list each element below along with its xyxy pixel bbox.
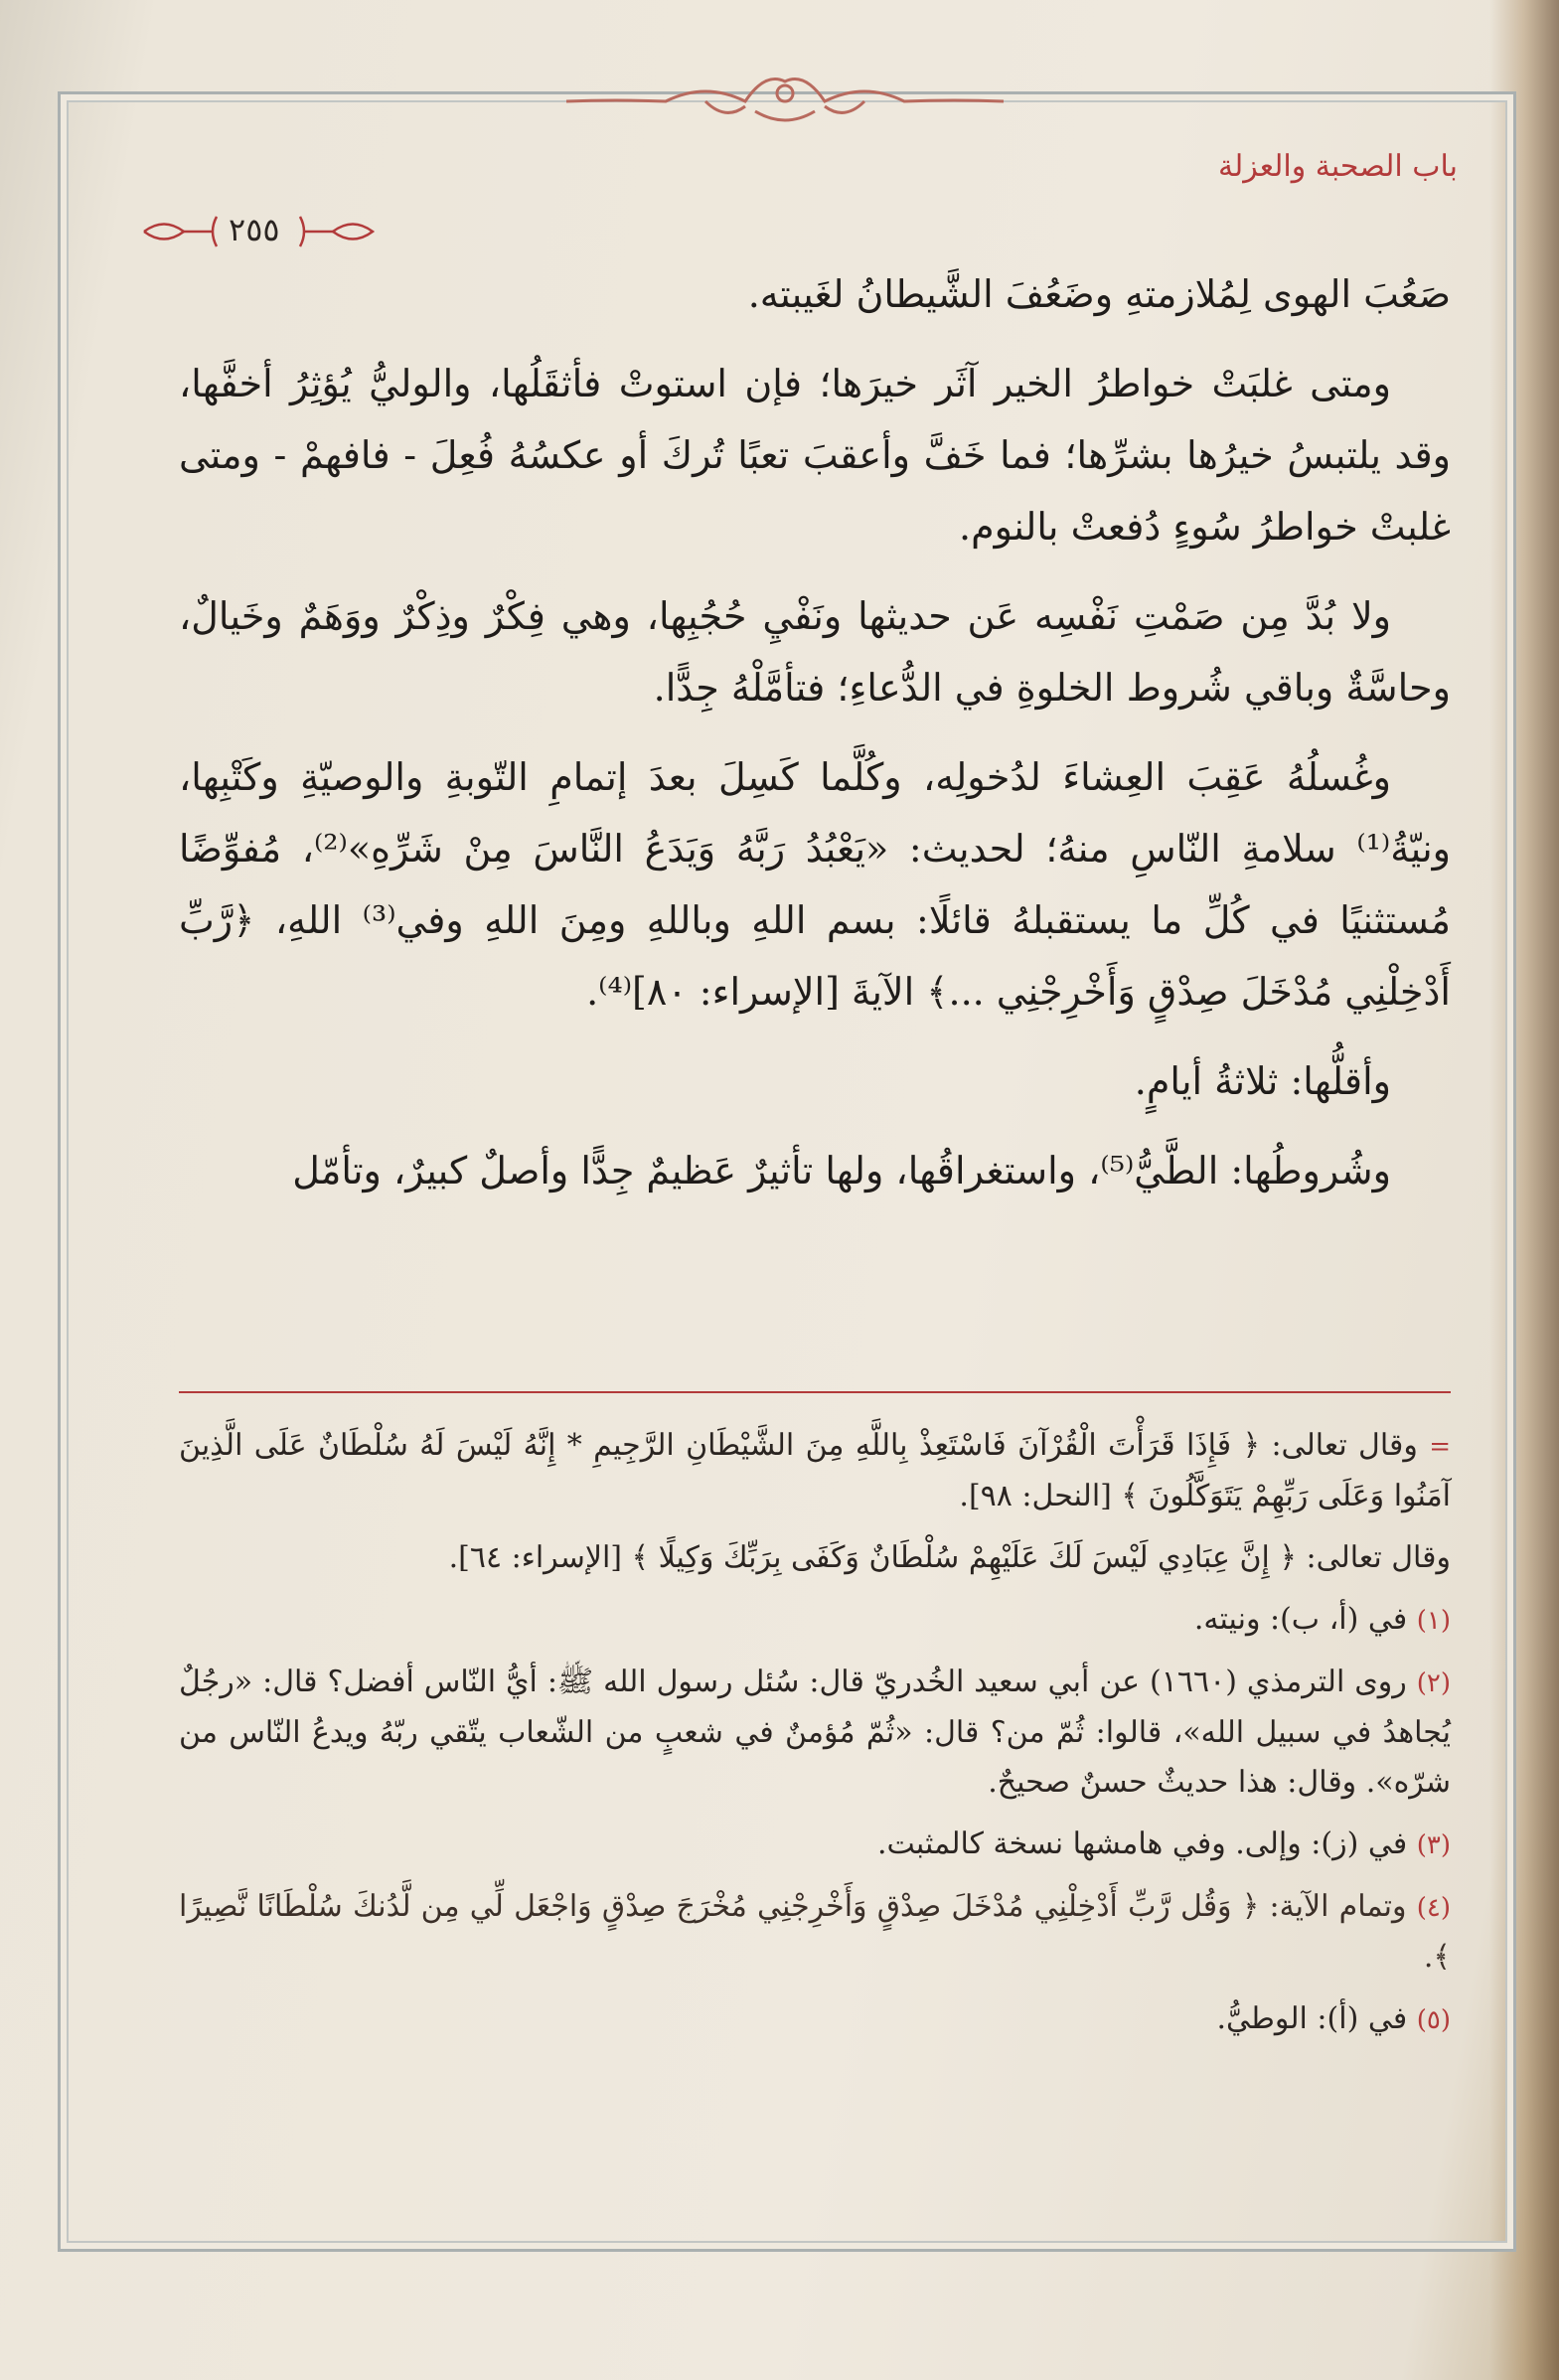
footnote-text: في (أ): الوطيُّ. [1216, 2001, 1408, 2036]
footnote-text: في (ز): وإلى. وفي هامشها نسخة كالمثبت. [876, 1826, 1408, 1861]
footnote-number: (٢) [1416, 1668, 1451, 1698]
footnote-number: (٥) [1416, 2005, 1451, 2035]
footnote-text: في (أ، ب): ونيته. [1193, 1602, 1408, 1637]
footnote-item [179, 1820, 1451, 1870]
top-ornament-icon [556, 62, 1013, 131]
footnote-number: (٣) [1416, 1830, 1451, 1860]
footnote-number: (١) [1416, 1606, 1451, 1636]
chapter-title: باب الصحبة والعزلة [1217, 149, 1458, 184]
footnote-continuation-text: وقال تعالى: ﴿ إِنَّ عِبَادِي لَيْسَ لَكَ عَلَيْهِمْ سُلْطَانٌ وَكَفَى بِرَبِّكَ وَكِيلًا ﴾ [الإسراء: ٦٤]. [448, 1540, 1451, 1575]
paragraph: وشُروطُها: الطَّيُّ⁽⁵⁾، واستغراقُها، ولها تأثيرٌ عَظيمٌ جِدًّا وأصلٌ كبيرٌ، وتأمّل [292, 1149, 1391, 1192]
footnote-number: (٤) [1416, 1893, 1451, 1923]
footnote-item [179, 1882, 1451, 1983]
footnote-item [179, 1658, 1451, 1808]
footnote-continuation-text: وقال تعالى: ﴿ فَإِذَا قَرَأْتَ الْقُرْآنَ فَاسْتَعِذْ بِاللَّهِ مِنَ الشَّيْطَانِ الرَّجِيمِ * إِنَّهُ لَيْسَ لَهُ سُلْطَانٌ عَلَى الَّذِينَ آمَنُوا وَعَلَى رَبِّهِمْ يَتَوَكَّلُونَ ﴾ [النحل: ٩٨]. [179, 1428, 1451, 1513]
footnote-continuation [179, 1421, 1451, 1521]
footnote-item [179, 1994, 1451, 2045]
continuation-mark: = [1429, 1432, 1451, 1462]
paragraph: وغُسلُهُ عَقِبَ العِشاءَ لدُخولِه، وكُلَّما كَسِلَ بعدَ إتمامِ التّوبةِ والوصيّةِ وكَتْبِها، ونيّةُ⁽¹⁾ سلامةِ النّاسِ منهُ؛ لحديث: «يَعْبُدُ رَبَّهُ وَيَدَعُ النَّاسَ مِنْ شَرِّهِ»⁽²⁾، مُفوِّضًا مُستثنيًا في كُلِّ ما يستقبلهُ قائلًا: بسم اللهِ وباللهِ ومِنَ اللهِ وفي⁽³⁾ اللهِ، ﴿رَّبِّ أَدْخِلْنِي مُدْخَلَ صِدْقٍ وَأَخْرِجْنِي ...﴾ الآيةَ [الإسراء: ٨٠]⁽⁴⁾. [179, 755, 1452, 1014]
footnotes-section [179, 1421, 1451, 2057]
paragraph: ولا بُدَّ مِن صَمْتِ نَفْسِه عَن حديثها ونَفْيِ حُجُبِها، وهي فِكْرٌ وذِكْرٌ ووَهَمٌ وخَيالٌ، وحاسَّةٌ وباقي شُروط الخلوةِ في الدُّعاءِ؛ فتأمَّلْهُ جِدًّا. [179, 594, 1451, 710]
footnote-continuation [179, 1533, 1451, 1583]
footnote-separator [179, 1391, 1451, 1393]
paragraph: صَعُبَ الهوى لِمُلازمتهِ وضَعُفَ الشَّيطانُ لغَيبته. [747, 272, 1451, 316]
page-number: ٢٥٥ [229, 211, 280, 248]
paragraph: ومتى غلبَتْ خواطرُ الخير آثَر خيرَها؛ فإن استوتْ فأثقَلُها، والوليُّ يُؤثِرُ أخفَّها، وقد يلتبسُ خيرُها بشرِّها؛ فما خَفَّ وأعقبَ تعبًا تُركَ أو عكسُهُ فُعِلَ - فافهمْ - ومتى غلبتْ خواطرُ سُوءٍ دُفعتْ بالنوم. [179, 362, 1451, 549]
page-number-ornament [139, 207, 378, 256]
main-body-text [179, 258, 1451, 1224]
footnote-text: وتمام الآية: ﴿ وَقُل رَّبِّ أَدْخِلْنِي مُدْخَلَ صِدْقٍ وَأَخْرِجْنِي مُخْرَجَ صِدْقٍ وَاجْعَل لِّي مِن لَّدُنكَ سُلْطَانًا نَّصِيرًا ﴾. [179, 1889, 1451, 1975]
footnote-text: روى الترمذي (١٦٦٠) عن أبي سعيد الخُدريّ قال: سُئل رسول الله ﷺ: أيُّ النّاس أفضل؟ قال: «رجُلٌ يُجاهدُ في سبيل الله»، قالوا: ثُمّ من؟ قال: «ثُمّ مُؤمنٌ في شعبٍ من الشّعاب يتّقي ربّهُ ويدعُ النّاس من شرّه». وقال: هذا حديثٌ حسنٌ صحيحٌ. [179, 1665, 1451, 1800]
paragraph: وأقلُّها: ثلاثةُ أيامٍ. [1134, 1059, 1391, 1103]
footnote-item [179, 1595, 1451, 1646]
